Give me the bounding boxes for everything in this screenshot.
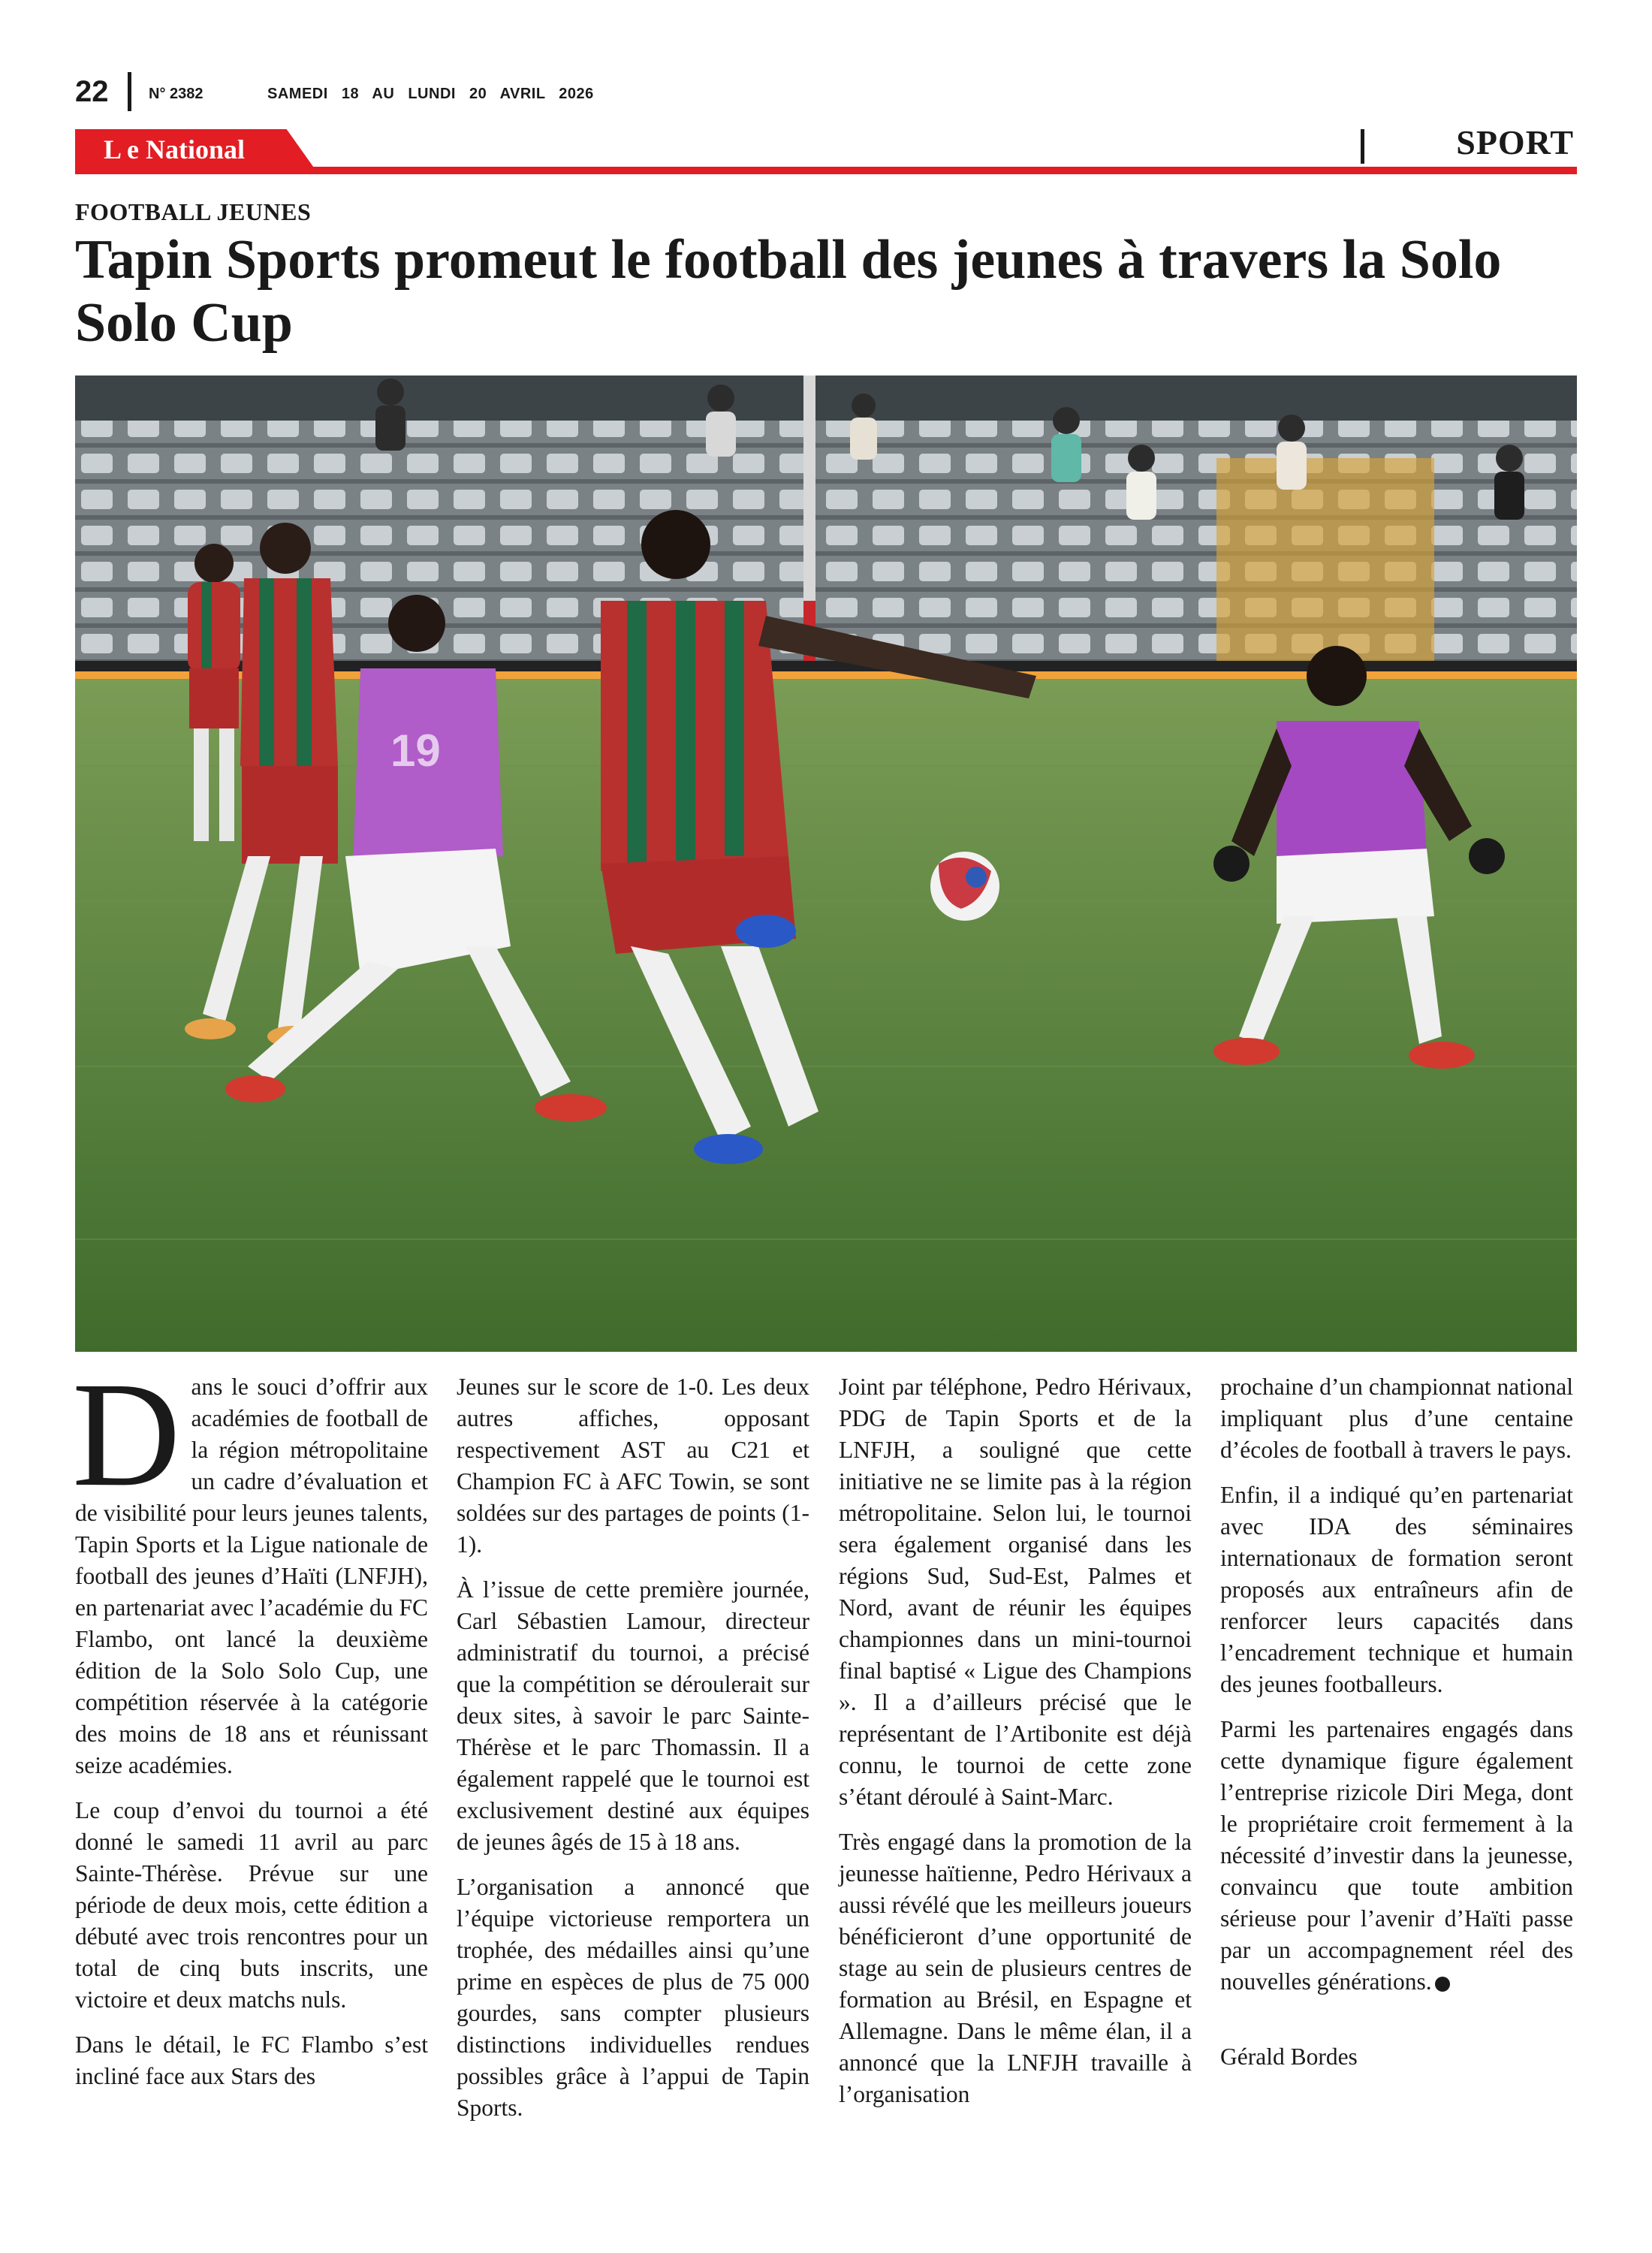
masthead-logo: L e National <box>104 134 246 164</box>
section-rule <box>75 167 1577 174</box>
svg-text:19: 19 <box>390 725 441 776</box>
article-paragraph: Jeunes sur le score de 1-0. Les deux autres affiches, opposant respectivement AST au C21 et Champion FC à AFC Towin, se sont soldées sur des partages de points (1-1). <box>457 1374 809 1558</box>
article-photo <box>75 376 1577 1352</box>
article-paragraph: Le coup d’envoi du tournoi a été donné le samedi 11 avril au parc Sainte-Thérèse. Prévue sur une période de deux mois, cette édition a débuté avec trois rencontres pour un total de cinq buts inscrits, une victoire et deux matchs nuls. <box>75 1797 428 2013</box>
section-name: SPORT <box>1456 123 1574 161</box>
article-kicker: FOOTBALL JEUNES <box>75 198 312 225</box>
article-column-1 <box>72 1352 428 2106</box>
article-column-2 <box>457 1371 809 2137</box>
article-paragraph: Enfin, il a indiqué qu’en partenariat avec IDA des séminaires internationaux de formation seront proposés aux entraîneurs afin de renforcer leurs capacités dans l’encadrement technique et humain des jeunes footballeurs. <box>1220 1482 1573 1697</box>
article-paragraph: Dans le détail, le FC Flambo s’est incliné face aux Stars des <box>75 2031 428 2089</box>
article-paragraph: prochaine d’un championnat national impliquant plus d’une centaine d’écoles de football à travers le pays. <box>1220 1374 1573 1463</box>
article-paragraph: L’organisation a annoncé que l’équipe victorieuse remportera un trophée, des médailles ainsi qu’une prime en espèces de plus de 75 000 gourdes, sans compter plusieurs distinctions individuelles rendues possibles grâce à l’appui de Tapin Sports. <box>457 1874 809 2121</box>
article-paragraph: Joint par téléphone, Pedro Hérivaux, PDG de Tapin Sports et de la LNFJH, a souligné que cette initiative ne se limite pas à la région métropolitaine. Selon lui, le tournoi sera également organisé dans les régions Sud, Sud-Est, Palmes et Nord, avant de réunir les équipes championnes dans un mini-tournoi final baptisé « Ligue des Champions ». Il a d’ailleurs précisé que le représentant de l’Artibonite est déjà connu, le tournoi de cette zone s’étant déroulé à Saint-Marc. <box>839 1374 1192 1810</box>
article-paragraph: Dans le souci d’offrir aux académies de football de la région métropolitaine un cadre d’évaluation et de visibilité pour leurs jeunes talents, Tapin Sports et la Ligue nationale de football des jeunes d’Haïti (LNFJH), en partenariat avec l’académie du FC Flambo, ont lancé la deuxième édition de la Solo Solo Cup, une compétition réservée à la catégorie des moins de 18 ans et réunissant seize académies. <box>72 1352 428 1778</box>
article-paragraph: Parmi les partenaires engagés dans cette dynamique figure également l’entreprise rizicole Diri Mega, dont le propriétaire croit fermement à la nécessité d’investir dans la jeunesse, convaincu que toute ambition sérieuse pour l’avenir d’Haïti passe par un accompagnement réel des nouvelles générations. <box>1220 1716 1573 1995</box>
article-column-3 <box>839 1371 1192 2124</box>
issue-number: N° 2382 <box>149 86 203 102</box>
page-number: 22 <box>75 75 109 108</box>
article-author: Gérald Bordes <box>1220 2043 1358 2070</box>
article-title: Tapin Sports promeut le football des jeunes à travers la Solo Solo Cup <box>75 229 1502 354</box>
end-of-article-icon <box>1435 1977 1450 1992</box>
article-column-4 <box>1220 1371 1573 2086</box>
football-match-illustration <box>75 376 1577 1352</box>
article-paragraph: À l’issue de cette première journée, Carl Sébastien Lamour, directeur administratif du tournoi, a précisé que la compétition se déroulerait sur deux sites, à savoir le parc Sainte-Thérèse et le parc Thomassin. Il a également rappelé que le tournoi est exclusivement destiné aux équipes de jeunes âgés de 15 à 18 ans. <box>457 1576 809 1855</box>
article-paragraph: Très engagé dans la promotion de la jeunesse haïtienne, Pedro Hérivaux a aussi révélé que les meilleurs joueurs bénéficieront d’une opportunité de stage au sein de plusieurs centres de formation au Brésil, en Espagne et Allemagne. Dans le même élan, il a annoncé que la LNFJH travaille à l’organisation <box>839 1829 1192 2107</box>
section-divider <box>1361 129 1364 164</box>
issue-date: SAMEDI 18 AU LUNDI 20 AVRIL 2026 <box>267 86 594 102</box>
drop-cap: D <box>72 1352 181 1518</box>
header-divider <box>128 72 131 111</box>
